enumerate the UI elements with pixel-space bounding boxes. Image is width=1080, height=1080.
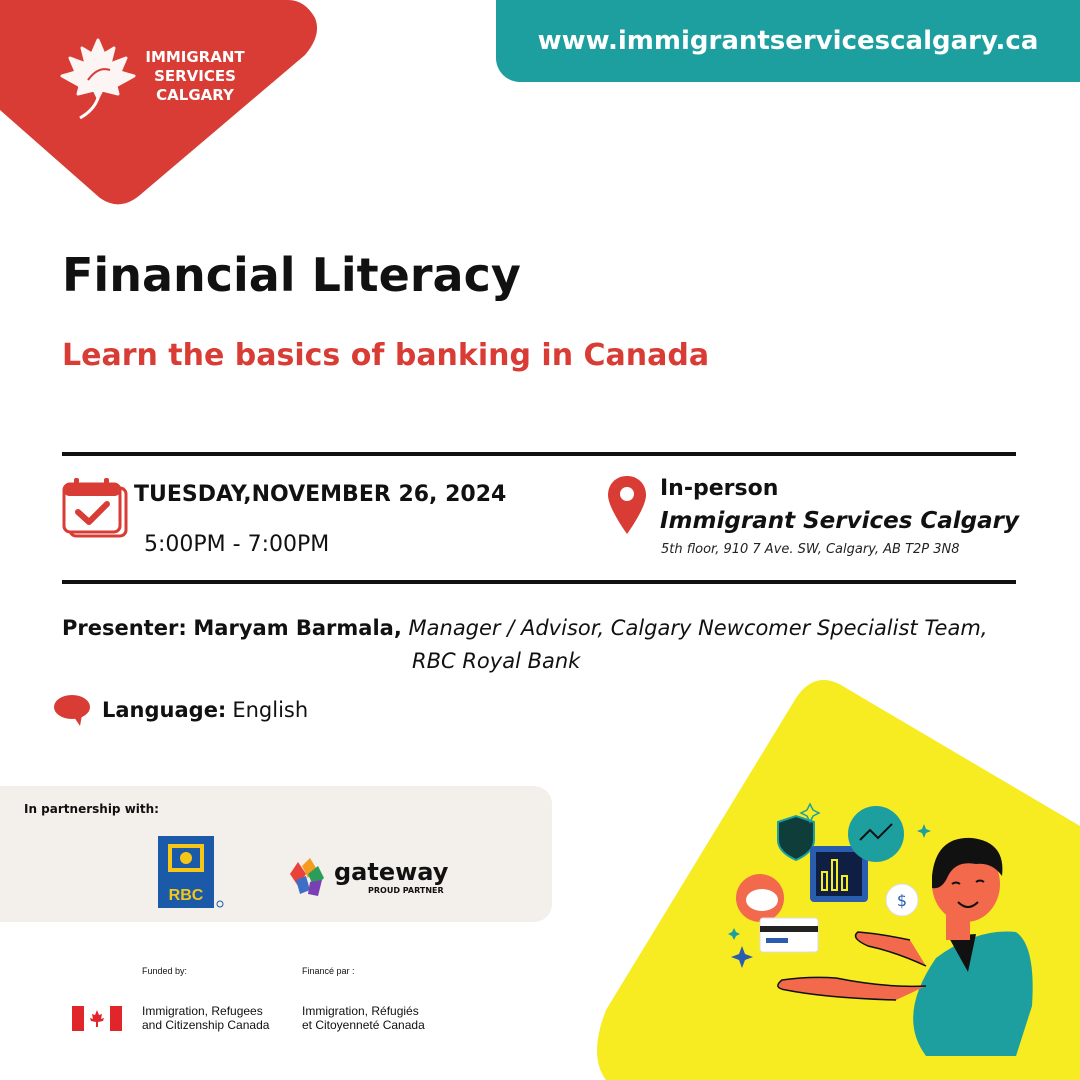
calendar-check-icon bbox=[62, 476, 132, 540]
svg-text:$: $ bbox=[896, 891, 908, 910]
venue-name: Immigrant Services Calgary bbox=[660, 508, 1019, 534]
funded-by-label: Funded by: bbox=[142, 966, 188, 976]
maple-leaf-icon bbox=[58, 36, 140, 122]
event-title: Financial Literacy bbox=[62, 248, 521, 302]
language-row bbox=[52, 692, 308, 728]
event-subtitle: Learn the basics of banking in Canada bbox=[62, 338, 710, 373]
presenter-name: Maryam Barmala, bbox=[193, 616, 402, 640]
partner-section bbox=[0, 786, 552, 922]
event-time: 5:00PM - 7:00PM bbox=[144, 532, 330, 557]
map-pin-icon bbox=[606, 474, 648, 536]
venue-address: 5th floor, 910 7 Ave. SW, Calgary, AB T2P 3N8 bbox=[661, 542, 960, 557]
language-label: Language: bbox=[102, 698, 227, 722]
rbc-wordmark: RBC bbox=[168, 887, 204, 904]
ircc-french-line-1: Immigration, Réfugiés bbox=[302, 1004, 419, 1018]
finance-par-label: Financé par : bbox=[302, 966, 355, 976]
partner-label: In partnership with: bbox=[24, 802, 159, 816]
rbc-shield-icon bbox=[156, 834, 226, 910]
ircc-english-line-1: Immigration, Refugees bbox=[142, 1004, 263, 1018]
presenter-label: Presenter: bbox=[62, 616, 187, 640]
logo-block[interactable] bbox=[0, 0, 330, 210]
ircc-french-line-2: et Citoyenneté Canada bbox=[302, 1018, 425, 1032]
website-banner[interactable] bbox=[496, 0, 1080, 82]
website-link[interactable]: www.immigrantservicescalgary.ca bbox=[537, 26, 1039, 56]
event-mode: In-person bbox=[660, 476, 779, 501]
logo-line-1: IMMIGRANT bbox=[145, 48, 245, 66]
gateway-wordmark: gateway bbox=[334, 858, 449, 886]
banking-illustration bbox=[596, 676, 1080, 1080]
rbc-logo[interactable] bbox=[156, 834, 226, 910]
ircc-english-line-2: and Citizenship Canada bbox=[142, 1018, 270, 1032]
presenter-block bbox=[62, 612, 988, 673]
logo-background-shape bbox=[0, 0, 330, 210]
gateway-logo[interactable] bbox=[288, 856, 468, 898]
logo-line-3: CALGARY bbox=[156, 86, 234, 104]
logo-line-2: SERVICES bbox=[154, 67, 236, 85]
speech-bubble-icon bbox=[52, 693, 92, 727]
gateway-mark-icon bbox=[288, 856, 468, 898]
credit-card-icon bbox=[760, 918, 818, 952]
language-value: English bbox=[232, 698, 309, 722]
presenter-role: Manager / Advisor, Calgary Newcomer Specialist Team, bbox=[408, 616, 988, 640]
presenter-organization: RBC Royal Bank bbox=[412, 649, 581, 673]
ircc-english bbox=[142, 1004, 269, 1032]
logo-wordmark bbox=[140, 48, 250, 105]
ircc-french bbox=[302, 1004, 425, 1032]
top-divider bbox=[62, 452, 1016, 456]
bottom-divider bbox=[62, 580, 1016, 584]
canada-flag-icon bbox=[72, 1006, 122, 1031]
gateway-tagline: PROUD PARTNER bbox=[368, 886, 444, 895]
trend-up-icon bbox=[848, 806, 904, 862]
event-date: TUESDAY,NOVEMBER 26, 2024 bbox=[134, 482, 507, 507]
